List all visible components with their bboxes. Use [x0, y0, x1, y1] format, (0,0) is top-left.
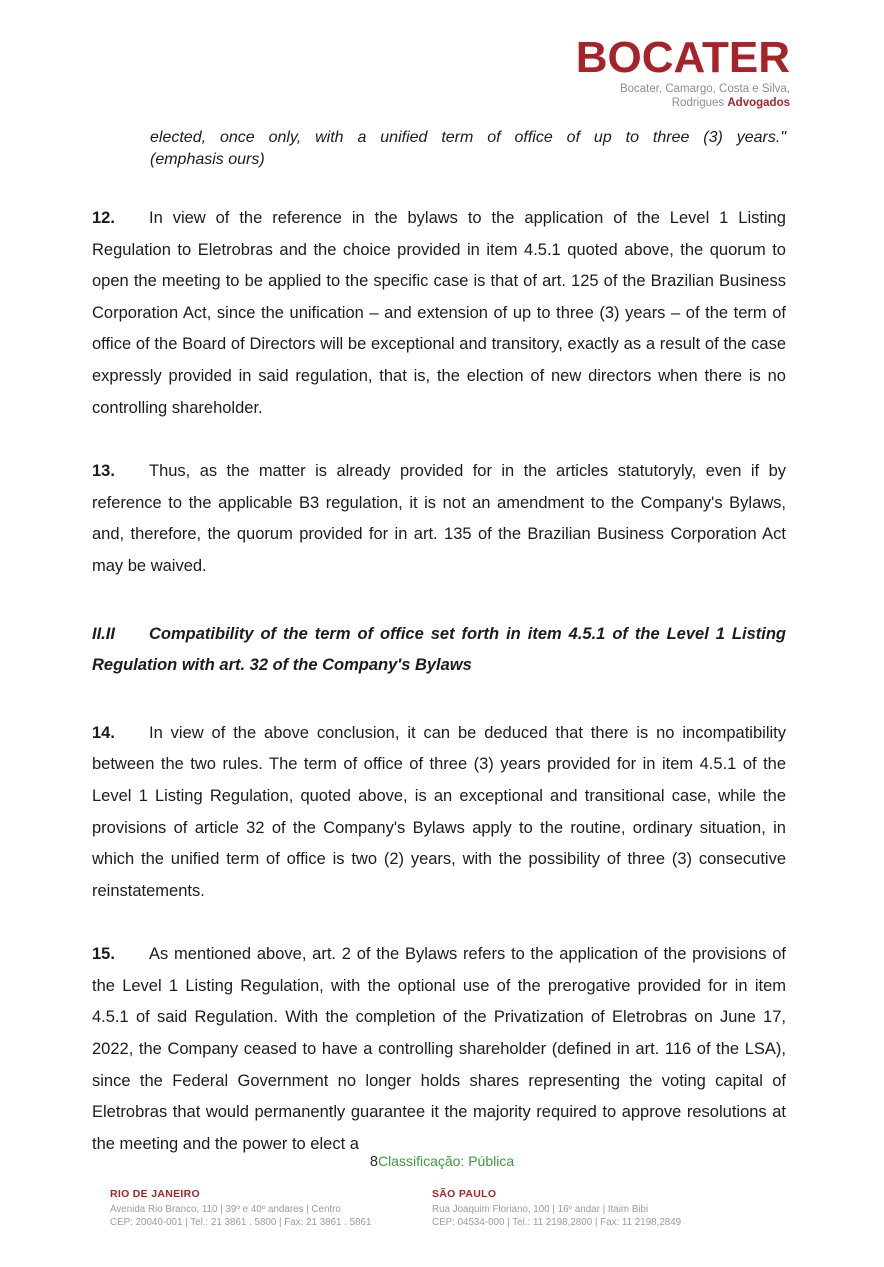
section-heading-II-II	[92, 619, 786, 682]
paragraph-12	[92, 203, 786, 424]
logo-subtitle-advogados: Advogados	[727, 97, 790, 109]
paragraph-text: As mentioned above, art. 2 of the Bylaws refers to the application of the provisions of the Level 1 Listing Regulation, with the optional use of the prerogative provided for in item 4.5.1 of said Regulation. With the completion of the Privatization of Eletrobras on June 17, 2022, the Company ceased to have a controlling shareholder (defined in art. 116 of the LSA), since the Federal Government no longer holds shares representing the voting capital of Eletrobras that would permanently guarantee it the majority required to approve resolutions at the meeting and the power to elect a	[92, 945, 786, 1153]
quote-emphasis-note: (emphasis ours)	[150, 150, 265, 168]
office-city: RIO DE JANEIRO	[110, 1188, 200, 1200]
logo-subtitle-line1: Bocater, Camargo, Costa e Silva,	[619, 83, 790, 95]
office-sao-paulo	[432, 1188, 754, 1229]
paragraph-number: 14.	[92, 723, 115, 742]
quote-text: elected, once only, with a unified term of office of up to three (3) years."	[150, 129, 786, 146]
paragraph-13	[92, 456, 786, 582]
office-address-line: Rua Joaquim Floriano, 100 | 16º andar | Itaim Bibi	[432, 1204, 649, 1215]
page-number: 8	[369, 1154, 378, 1170]
classification-label: Classificação: Pública	[377, 1153, 515, 1169]
paragraph-text: In view of the above conclusion, it can be deduced that there is no incompatibility between the two rules. The term of office of three (3) years provided for in item 4.5.1 of the Level 1 Listing Regulation, quoted above, is an exceptional and transitional case, while the provisions of article 32 of the Company's Bylaws apply to the routine, ordinary situation, in which the unified term of office is two (2) years, with the possibility of three (3) consecutive reinstatements.	[92, 723, 786, 900]
office-address-line: Avenida Rio Branco, 110 | 39º e 40º andares | Centro	[110, 1204, 341, 1215]
section-title: Compatibility of the term of office set forth in item 4.5.1 of the Level 1 Listing Regulation with art. 32 of the Company's Bylaws	[92, 624, 786, 675]
page-footer-classification	[0, 1151, 884, 1172]
paragraph-text: Thus, as the matter is already provided for in the articles statutoryly, even if by reference to the applicable B3 regulation, it is not an amendment to the Company's Bylaws, and, therefore, the quorum provided for in art. 135 of the Brazilian Business Corporation Act may be waived.	[92, 462, 786, 575]
paragraph-14	[92, 718, 786, 908]
firm-logo	[575, 33, 790, 110]
block-quote	[150, 127, 786, 170]
logo-subtitle-line2	[576, 96, 790, 110]
office-contact-line: CEP: 20040-001 | Tel.: 21 3861 . 5800 | Fax: 21 3861 . 5861	[110, 1217, 372, 1228]
office-rio-de-janeiro	[110, 1188, 432, 1229]
paragraph-number: 15.	[92, 945, 115, 964]
logo-wordmark: BOCATER	[575, 33, 790, 82]
paragraph-text: In view of the reference in the bylaws to the application of the Level 1 Listing Regulation to Eletrobras and the choice provided in item 4.5.1 quoted above, the quorum to open the meeting to be applied to the specific case is that of art. 125 of the Brazilian Business Corporation Act, since the unification – and extension of up to three (3) years – of the term of office of the Board of Directors will be exceptional and transitory, exactly as a result of the case expressly provided in said regulation, that is, the election of new directors when there is no controlling shareholder.	[92, 209, 786, 417]
logo-subtitle-names: Rodrigues	[671, 97, 725, 109]
section-number: II.II	[92, 624, 115, 643]
office-addresses	[110, 1188, 800, 1229]
office-contact-line: CEP: 04534-000 | Tel.: 11 2198,2800 | Fax: 11 2198,2849	[432, 1217, 682, 1228]
paragraph-number: 13.	[92, 462, 115, 481]
document-body	[92, 127, 786, 1192]
paragraph-number: 12.	[92, 209, 115, 227]
logo-subtitle	[576, 82, 790, 110]
paragraph-15	[92, 939, 786, 1160]
office-city: SÃO PAULO	[432, 1188, 497, 1200]
